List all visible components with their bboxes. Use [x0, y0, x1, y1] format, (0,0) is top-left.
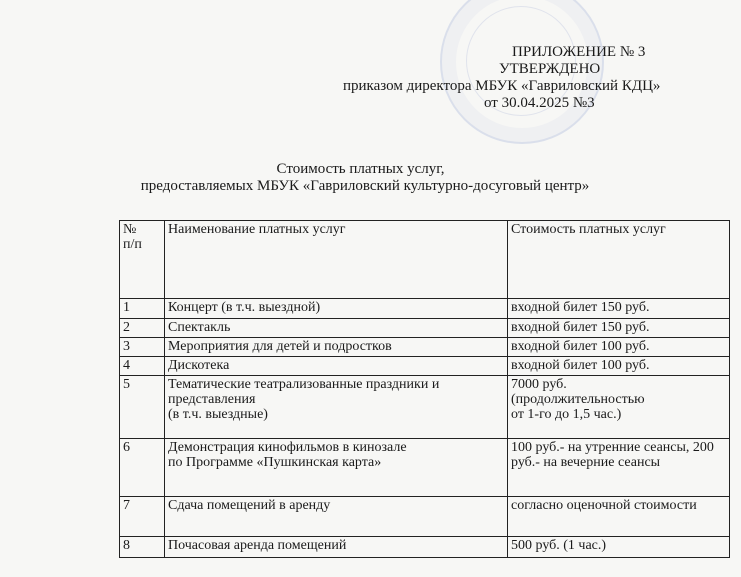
- order-reference: приказом директора МБУК «Гавриловский КДЦ»: [343, 78, 661, 94]
- row-number: 4: [120, 357, 165, 376]
- service-name: Тематические театрализованные праздники и представления (в т.ч. выездные): [165, 376, 508, 439]
- table-header-row: [120, 221, 730, 299]
- column-header-service-cost: Стоимость платных услуг: [508, 221, 730, 299]
- service-cost: входной билет 100 руб.: [508, 338, 730, 357]
- service-name: Спектакль: [165, 319, 508, 338]
- table-row: [120, 319, 730, 338]
- row-number: 3: [120, 338, 165, 357]
- table-row: [120, 537, 730, 558]
- service-cost: входной билет 150 руб.: [508, 319, 730, 338]
- row-number: 6: [120, 439, 165, 497]
- row-number: 7: [120, 497, 165, 537]
- approved-label: УТВЕРЖДЕНО: [499, 61, 601, 77]
- service-name: Почасовая аренда помещений: [165, 537, 508, 558]
- row-number: 5: [120, 376, 165, 439]
- table-row: [120, 338, 730, 357]
- order-date: от 30.04.2025 №3: [484, 95, 595, 111]
- table-row: [120, 439, 730, 497]
- row-number: 2: [120, 319, 165, 338]
- table-row: [120, 497, 730, 537]
- service-cost: 500 руб. (1 час.): [508, 537, 730, 558]
- service-name: Мероприятия для детей и подростков: [165, 338, 508, 357]
- service-name: Сдача помещений в аренду: [165, 497, 508, 537]
- table-row: [120, 376, 730, 439]
- document-title-line2: предоставляемых МБУК «Гавриловский культурно-досуговый центр»: [140, 178, 590, 194]
- column-header-service-name: Наименование платных услуг: [165, 221, 508, 299]
- service-cost: 100 руб.- на утренние сеансы, 200 руб.- на вечерние сеансы: [508, 439, 730, 497]
- service-cost: входной билет 150 руб.: [508, 299, 730, 319]
- column-header-number: № п/п: [120, 221, 165, 299]
- service-name: Демонстрация кинофильмов в кинозале по Программе «Пушкинская карта»: [165, 439, 508, 497]
- table-row: [120, 299, 730, 319]
- service-cost: 7000 руб. (продолжительностью от 1-го до 1,5 час.): [508, 376, 730, 439]
- service-cost: согласно оценочной стоимости: [508, 497, 730, 537]
- service-cost: входной билет 100 руб.: [508, 357, 730, 376]
- row-number: 1: [120, 299, 165, 319]
- table-row: [120, 357, 730, 376]
- row-number: 8: [120, 537, 165, 558]
- appendix-number: ПРИЛОЖЕНИЕ № 3: [512, 44, 646, 60]
- services-price-table: [119, 220, 730, 558]
- service-name: Концерт (в т.ч. выездной): [165, 299, 508, 319]
- service-name: Дискотека: [165, 357, 508, 376]
- document-title-line1: Стоимость платных услуг,: [276, 161, 445, 177]
